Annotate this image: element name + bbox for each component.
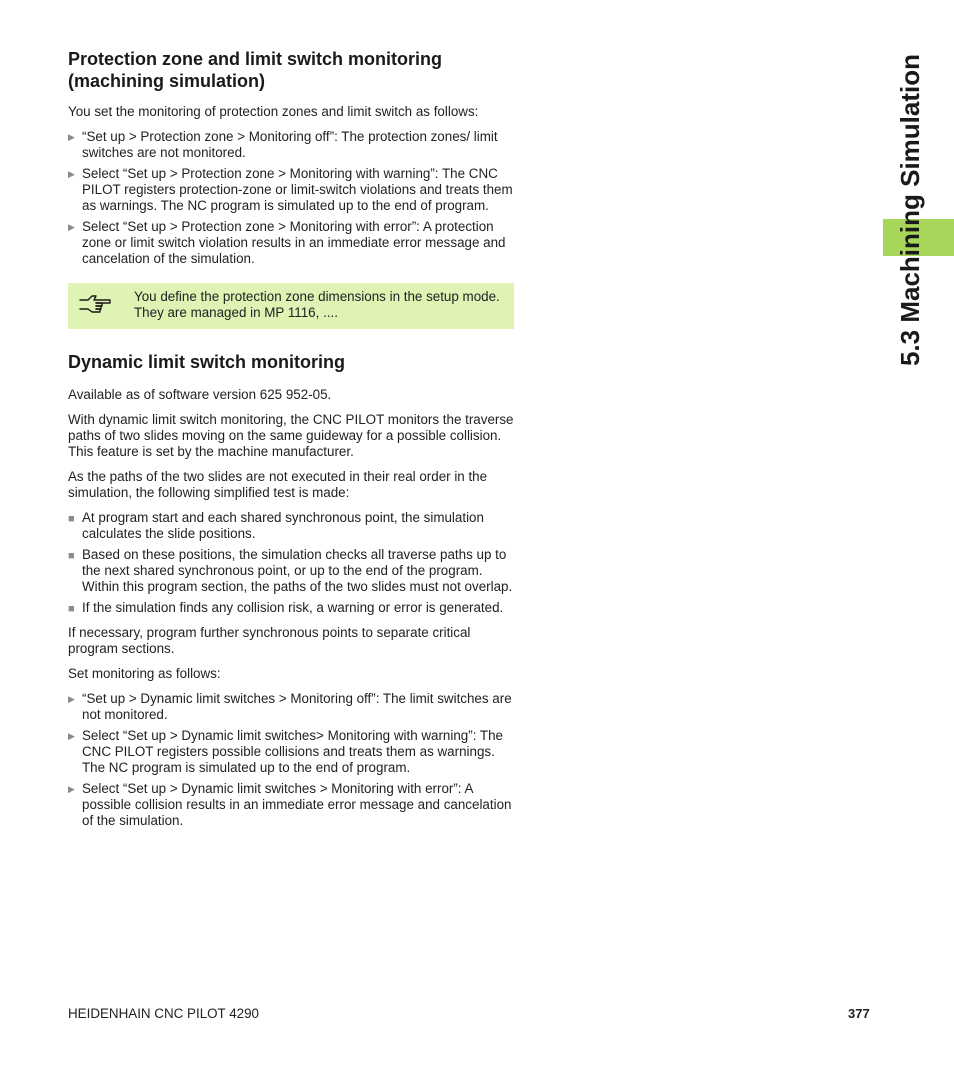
list-item [68, 781, 514, 829]
list-item-text: At program start and each shared synchronous point, the simulation calculates the slide positions. [82, 510, 484, 541]
list-item-text: Based on these positions, the simulation checks all traverse paths up to the next shared synchronous point, or up to the end of the program. Within this program section, the paths of the two slides must not overlap. [82, 547, 513, 594]
triangle-right-icon: ▶ [68, 132, 75, 142]
list-item-text: Select “Set up > Dynamic limit switches> Monitoring with warning”: The CNC PILOT registers possible collisions and treats them as warnings. The NC program is simulated up to the end of program. [82, 728, 503, 775]
list-item-text: If the simulation finds any collision risk, a warning or error is generated. [82, 600, 504, 615]
paragraph-description: With dynamic limit switch monitoring, the CNC PILOT monitors the traverse paths of two slides moving on the same guideway for a possible collision. This feature is set by the machine manufacturer. [68, 412, 514, 459]
list-item [68, 129, 514, 161]
simulation-checks-list [68, 510, 514, 616]
dynamic-limit-options-list [68, 691, 514, 829]
list-item [68, 600, 514, 616]
pointing-hand-icon [78, 292, 112, 318]
list-item [68, 728, 514, 776]
triangle-right-icon: ▶ [68, 169, 75, 179]
list-item [68, 510, 514, 542]
list-item [68, 691, 514, 723]
triangle-right-icon: ▶ [68, 731, 75, 741]
triangle-right-icon: ▶ [68, 784, 75, 794]
note-text: You define the protection zone dimensions in the setup mode. They are managed in MP 1116, .... [134, 289, 500, 320]
note-box [68, 283, 514, 329]
section-title-dynamic-limit: Dynamic limit switch monitoring [68, 352, 346, 372]
triangle-right-icon: ▶ [68, 222, 75, 232]
square-bullet-icon: ■ [68, 603, 75, 615]
list-item-text: “Set up > Protection zone > Monitoring off”: The protection zones/ limit switches are not monitored. [82, 129, 498, 160]
paragraph-software-version: Available as of software version 625 952-05. [68, 387, 332, 402]
list-item [68, 166, 514, 214]
list-item [68, 547, 514, 595]
list-item-text: Select “Set up > Protection zone > Monitoring with error”: A protection zone or limit switch violation results in an immediate error message and cancelation of the simulation. [82, 219, 506, 266]
triangle-right-icon: ▶ [68, 694, 75, 704]
paragraph-test-intro: As the paths of the two slides are not executed in their real order in the simulation, the following simplified test is made: [68, 469, 488, 500]
paragraph-synchronous-points: If necessary, program further synchronous points to separate critical program sections. [68, 625, 471, 656]
list-item-text: Select “Set up > Protection zone > Monitoring with warning”: The CNC PILOT registers protection-zone or limit-switch violations and treats them as warnings. The NC program is simulated up to the end of program. [82, 166, 513, 213]
footer-product: HEIDENHAIN CNC PILOT 4290 [68, 1006, 259, 1021]
section-intro: You set the monitoring of protection zones and limit switch as follows: [68, 104, 479, 119]
page-content [68, 48, 514, 838]
list-item-text: “Set up > Dynamic limit switches > Monitoring off”: The limit switches are not monitored. [82, 691, 512, 722]
square-bullet-icon: ■ [68, 513, 75, 525]
protection-zone-options-list [68, 129, 514, 267]
section-title-protection-zone: Protection zone and limit switch monitoring (machining simulation) [68, 49, 443, 91]
list-item [68, 219, 514, 267]
paragraph-set-monitoring: Set monitoring as follows: [68, 666, 221, 681]
page-number: 377 [848, 1006, 870, 1021]
chapter-title: 5.3 Machining Simulation [895, 53, 925, 367]
square-bullet-icon: ■ [68, 550, 75, 562]
list-item-text: Select “Set up > Dynamic limit switches > Monitoring with error”: A possible collision results in an immediate error message and cancelation of the simulation. [82, 781, 512, 828]
